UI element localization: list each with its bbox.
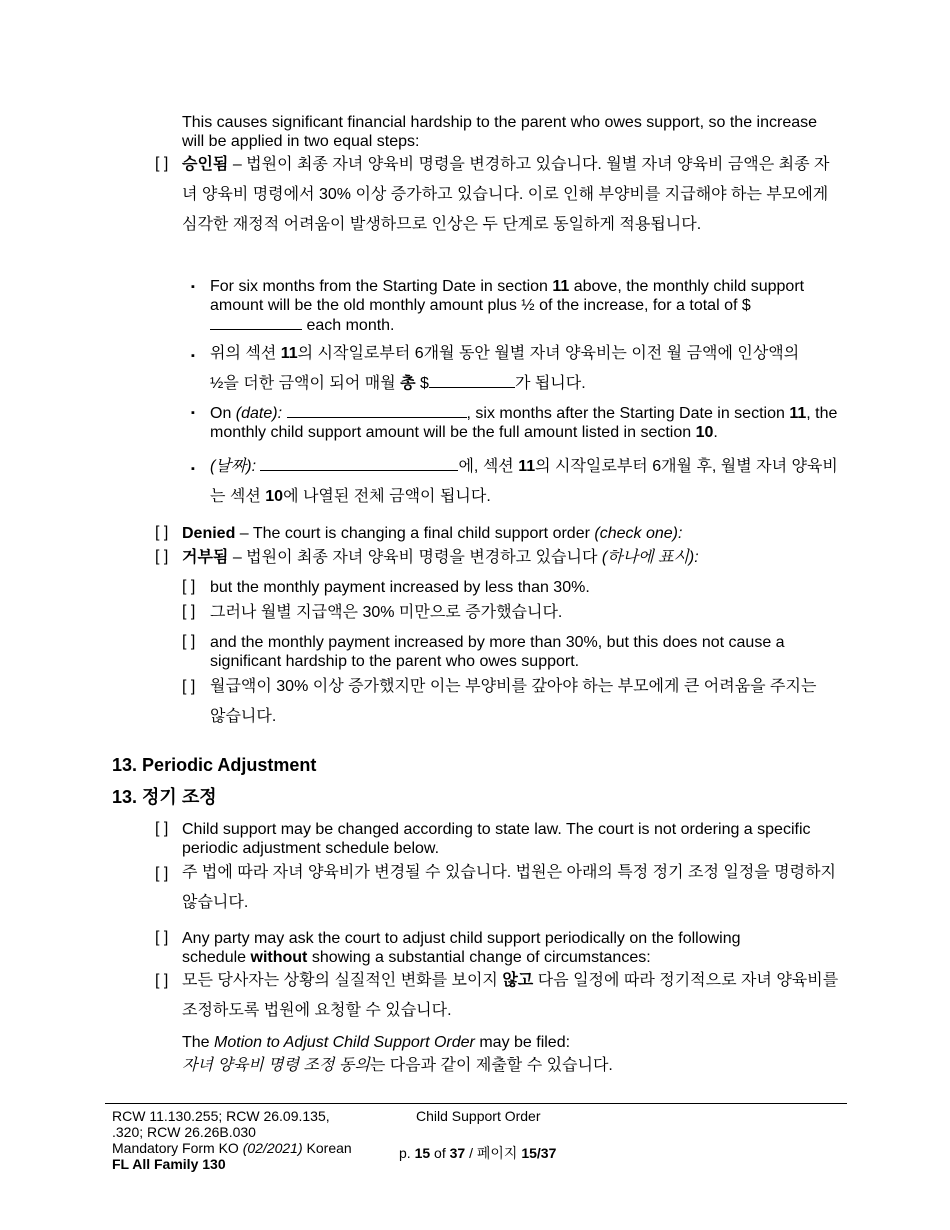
s13-opt2-checkbox[interactable]: [ ]: [155, 929, 169, 946]
page-separator: / 페이지: [465, 1145, 522, 1161]
denied-ko-text: 거부됨 – 법원이 최종 자녀 양육비 명령을 변경하고 있습니다 (하나에 표시):: [182, 549, 699, 566]
step1-text: For six months from the Starting Date in section 11 above, the monthly child support amount will be the old monthly amount plus ½ of the increase, for a total of $ each month.: [210, 278, 805, 334]
denied-opt2: and the monthly payment increased by more than 30%, but this does not cause a significant hardship to the parent who owes support.: [210, 634, 785, 670]
approved-ko-checkbox[interactable]: [ ]: [155, 155, 169, 172]
step1-ko-text: 위의 섹션 11의 시작일로부터 6개월 동안 월별 자녀 양육비는 이전 월 금액에 인상액의 ½을 더한 금액이 되어 매월 총 $ 가 됩니다.: [210, 345, 800, 392]
s13-opt1-ko: 주 법에 따라 자녀 양육비가 변경될 수 있습니다. 법원은 아래의 특정 정기 조정 일정을 명령하지 않습니다.: [182, 864, 837, 911]
footer-rcw: RCW 11.130.255; RCW 26.09.135,: [112, 1108, 330, 1124]
denied-opt2-ko: 월급액이 30% 이상 증가했지만 이는 부양비를 갚아야 하는 부모에게 큰 어려움을 주지는 않습니다.: [210, 678, 817, 725]
bullet-icon: ▪: [191, 350, 195, 362]
denied-ko-checkbox[interactable]: [ ]: [155, 548, 169, 565]
footer-rcw-2: .320; RCW 26.26B.030: [112, 1124, 256, 1140]
step2-ko-text: (날짜): 에, 섹션 11의 시작일로부터 6개월 후, 월별 자녀 양육비는 섹션 10에 나열된 전체 금액이 됩니다.: [210, 458, 838, 505]
s13-opt1: Child support may be changed according to state law. The court is not ordering a specific periodic adjustment schedule below.: [182, 821, 811, 857]
step2-ko-date-field[interactable]: [260, 456, 458, 471]
step2-date-field[interactable]: [287, 403, 467, 418]
footer-left: [112, 1108, 382, 1172]
s13-opt1-ko-checkbox[interactable]: [ ]: [155, 865, 169, 882]
s13-opt2-ko-checkbox[interactable]: [ ]: [155, 972, 169, 989]
page-of: of: [430, 1145, 450, 1161]
section-13-heading: 13. Periodic Adjustment: [112, 755, 317, 775]
denied-opt2-ko-checkbox[interactable]: [ ]: [182, 678, 196, 695]
denied-text: Denied – The court is changing a final child support order (check one):: [182, 525, 683, 542]
approved-ko-text: [182, 150, 842, 240]
bullet-icon: ▪: [191, 407, 195, 419]
denied-opt1: but the monthly payment increased by less than 30%.: [210, 579, 590, 596]
motion-text: The Motion to Adjust Child Support Order may be filed:: [182, 1034, 571, 1051]
step1-ko-amount-field[interactable]: [429, 373, 515, 388]
step2-text: On (date): , six months after the Starting Date in section 11, the monthly child support amount will be the full amount listed in section 10.: [210, 405, 838, 441]
step1-amount-field[interactable]: [210, 315, 302, 330]
footer-title: Child Support Order: [416, 1108, 541, 1124]
denied-opt2-checkbox[interactable]: [ ]: [182, 633, 196, 650]
denied-opt1-ko-checkbox[interactable]: [ ]: [182, 603, 196, 620]
denied-opt1-ko: 그러나 월별 지급액은 30% 미만으로 증가했습니다.: [210, 604, 563, 621]
page-number: 15: [414, 1145, 431, 1161]
motion-text-ko: 자녀 양육비 명령 조정 동의는 다음과 같이 제출할 수 있습니다.: [182, 1057, 613, 1074]
s13-opt2: Any party may ask the court to adjust child support periodically on the following schedule without showing a substantial change of circumstances:: [182, 930, 741, 966]
denied-opt1-checkbox[interactable]: [ ]: [182, 578, 196, 595]
page-number-ko: 15/37: [521, 1145, 557, 1161]
s13-opt2-ko: 모든 당사자는 상황의 실질적인 변화를 보이지 않고 다음 일정에 따라 정기적으로 자녀 양육비를 조정하도록 법원에 요청할 수 있습니다.: [182, 972, 839, 1019]
denied-checkbox[interactable]: [ ]: [155, 524, 169, 541]
footer-family: FL All Family 130: [112, 1156, 226, 1172]
footer-divider: [105, 1103, 847, 1104]
s13-opt1-checkbox[interactable]: [ ]: [155, 820, 169, 837]
approved-ko-desc: – 법원이 최종 자녀 양육비 명령을 변경하고 있습니다. 월별 자녀 양육비 금액은 최종 자녀 양육비 명령에서 30% 이상 증가하고 있습니다. 이로 인해 부양비를 지급해야 하는 부모에게 심각한 재정적 어려움이 발생하므로 인상은 두 단계로 동일하게 적용됩니다.: [182, 156, 830, 233]
page-total: 37: [449, 1145, 466, 1161]
bullet-icon: ▪: [191, 281, 195, 293]
approved-ko-label: 승인됨: [182, 156, 229, 173]
bullet-icon: ▪: [191, 463, 195, 475]
page-prefix: p.: [399, 1145, 415, 1161]
footer-page: [399, 1145, 556, 1161]
approved-intro: This causes significant financial hardship to the parent who owes support, so the increase will be applied in two equal steps:: [182, 114, 818, 150]
section-13-heading-ko: 13. 정기 조정: [112, 787, 217, 807]
footer-form: Mandatory Form KO (02/2021) Korean: [112, 1140, 352, 1156]
